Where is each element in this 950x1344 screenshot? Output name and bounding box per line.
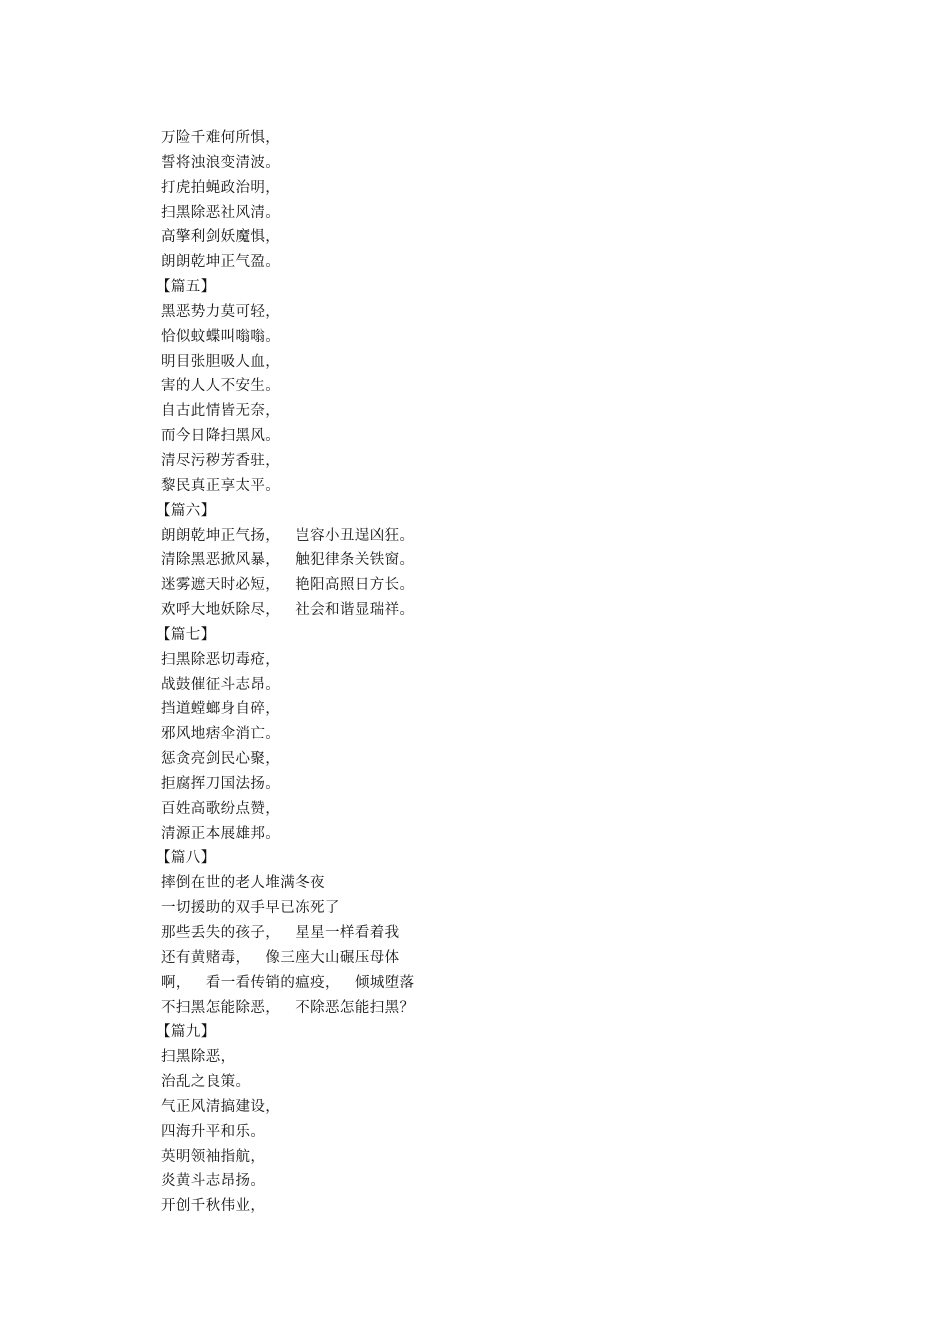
- poem-line: 邪风地痞伞消亡。: [161, 726, 281, 743]
- poem-line: 不扫黑怎能除恶， 不除恶怎能扫黑？: [161, 999, 415, 1016]
- poem-line: 迷雾遮天时必短， 艳阳高照日方长。: [161, 577, 415, 594]
- poem-line: 清除黑恶掀风暴， 触犯律条关铁窗。: [161, 552, 415, 569]
- poem-line: 惩贪亮剑民心聚，: [161, 751, 281, 768]
- section-heading: 【篇六】: [156, 502, 216, 519]
- poem-line: 害的人人不安生。: [161, 378, 281, 395]
- poem-line: 挡道螳螂身自碎，: [161, 701, 281, 718]
- section-heading: 【篇五】: [156, 279, 216, 296]
- poem-line: 清源正本展雄邦。: [161, 825, 281, 842]
- poem-line: 欢呼大地妖除尽， 社会和谐显瑞祥。: [161, 602, 415, 619]
- poem-line: 恰似蚊蝶叫嗡嗡。: [161, 328, 281, 345]
- poem-line: 誓将浊浪变清波。: [161, 154, 281, 171]
- poem-line: 百姓高歌纷点赞，: [161, 800, 281, 817]
- poem-line: 黑恶势力莫可轻，: [161, 303, 281, 320]
- poem-line: 拒腐挥刀国法扬。: [161, 775, 281, 792]
- poem-line: 扫黑除恶社风清。: [161, 204, 281, 221]
- poem-line: 朗朗乾坤正气扬， 岂容小丑逞凶狂。: [161, 527, 415, 544]
- poem-line: 明目张胆吸人血，: [161, 353, 281, 370]
- poem-line: 扫黑除恶，: [161, 1049, 236, 1066]
- poem-line: 朗朗乾坤正气盈。: [161, 254, 281, 271]
- document-page: [156, 126, 801, 1219]
- section-heading: 【篇八】: [156, 850, 216, 867]
- poem-line: 战鼓催征斗志昂。: [161, 676, 281, 693]
- poem-line: 气正风清搞建设，: [161, 1098, 281, 1115]
- poem-line: 清尽污秽芳香驻，: [161, 452, 281, 469]
- poem-line: 黎民真正享太平。: [161, 477, 281, 494]
- poem-line: 四海升平和乐。: [161, 1123, 266, 1140]
- poem-line: 而今日降扫黑风。: [161, 428, 281, 445]
- poem-line: 摔倒在世的老人堆满冬夜: [161, 875, 325, 892]
- section-heading: 【篇九】: [156, 1024, 216, 1041]
- poem-line: 那些丢失的孩子， 星星一样看着我: [161, 925, 400, 941]
- poem-line: 万险千难何所惧，: [161, 130, 281, 146]
- poem-line: 啊， 看一看传销的瘟疫， 倾城堕落: [161, 974, 415, 991]
- poem-line: 炎黄斗志昂扬。: [161, 1173, 266, 1190]
- poem-line: 扫黑除恶切毒疮，: [161, 651, 281, 668]
- poem-line: 自古此情皆无奈，: [161, 403, 281, 420]
- poem-line: 开创千秋伟业，: [161, 1198, 266, 1215]
- poem-line: 治乱之良策。: [161, 1074, 251, 1091]
- poem-line: 一切援助的双手早已冻死了: [161, 900, 340, 917]
- poem-line: 打虎拍蝇政治明，: [161, 179, 281, 196]
- poem-line: 高擎利剑妖魔惧，: [161, 229, 281, 246]
- section-heading: 【篇七】: [156, 626, 216, 643]
- poem-line: 还有黄赌毒， 像三座大山碾压母体: [161, 949, 400, 966]
- poem-line: 英明领袖指航，: [161, 1148, 266, 1165]
